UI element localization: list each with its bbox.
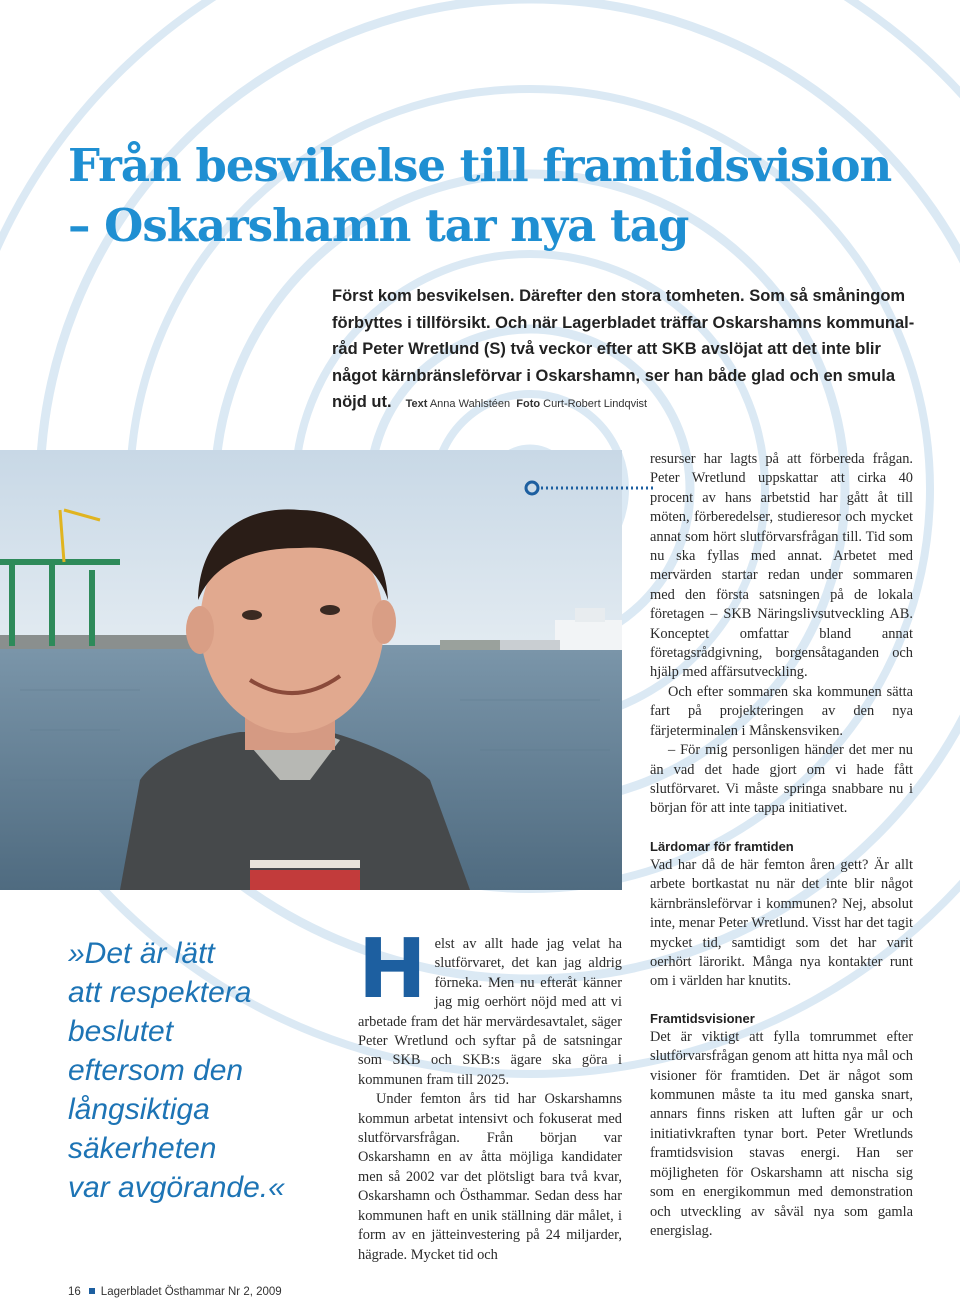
intro-paragraph <box>332 283 915 418</box>
square-bullet-icon <box>89 1288 95 1294</box>
quote-line-2: att respektera <box>68 976 252 1009</box>
body-column-2-top <box>650 450 913 819</box>
portrait-photo <box>0 450 622 890</box>
intro-line-2: förbyttes i tillförsikt. Och när Lagerbladet träffar Oskarshamns kommunal- <box>332 313 915 332</box>
pull-quote <box>68 934 285 1207</box>
quote-line-7: var avgörande.« <box>68 1171 285 1204</box>
body-paragraph-5: – För mig personligen händer det mer nu än vad det hade gjort om vi hade fått slutförvaret. Vi måste springa snabbare nu i början för att inte tappa initiativet. <box>650 742 913 817</box>
body-paragraph-4: Och efter sommaren ska kommunen sätta fart på projekteringen av den nya färjeterminalen i Månskensviken. <box>650 683 913 739</box>
byline <box>406 398 648 410</box>
quote-line-1: »Det är lätt <box>68 937 215 970</box>
body-paragraph-1 <box>358 922 622 1090</box>
text-author: Anna Wahlstéen <box>429 398 511 410</box>
headline <box>68 136 891 256</box>
quote-line-5: långsiktiga <box>68 1093 210 1126</box>
dotted-connector <box>523 480 655 496</box>
photo-label: Foto <box>516 398 541 410</box>
photo-author: Curt-Robert Lindqvist <box>543 398 648 410</box>
quote-line-6: säkerheten <box>68 1132 217 1165</box>
intro-line-3: råd Peter Wretlund (S) två veckor efter att SKB avslöjat att det inte blir <box>332 340 881 358</box>
publication-name: Lagerbladet Östhammar Nr 2, 2009 <box>100 1286 282 1298</box>
quote-line-4: eftersom den <box>68 1054 244 1087</box>
intro-line-4: något kärnbränsleförvar i Oskarshamn, ser han både glad och en smula <box>332 366 896 385</box>
page-footer <box>68 1286 282 1298</box>
drop-cap: H <box>358 922 427 1017</box>
body-column-2-bottom <box>650 838 913 1241</box>
quote-line-3: beslutet <box>68 1015 174 1048</box>
subhead-lardomar: Lärdomar för framtiden <box>650 839 794 854</box>
headline-line-2: – Oskarshamn tar nya tag <box>68 199 689 252</box>
text-label: Text <box>405 398 428 410</box>
subhead-framtidsvisioner: Framtidsvisioner <box>650 1010 755 1026</box>
body-column-1 <box>358 922 622 1265</box>
body-paragraph-2: Under femton års tid har Oskarshamns kommun arbetat intensivt och fokuserat med slutförvarsfrågan. Från början var Oskarshamn en av åtta möjliga kandidater men så 2002 var det plötsligt bara två kvar, Oskarshamn och Östhammar. Sedan dess har kommunen haft en unik ställning där målet, i form av en jätteinvestering på 24 miljarder, hägrade. Mycket tid och <box>358 1091 622 1263</box>
body-paragraph-6: Vad har då de här femton åren gett? Är allt arbete bortkastat nu när det inte blir något kärnbränsleförvar i kommunen? Nej, absolut inte, menar Peter Wretlund. Visst har det tagit mycket tid, samtidigt som det har varit oerhört lärorikt. Många nya kontakter runt om i världen har knutits. <box>650 857 913 990</box>
body-paragraph-3: resurser har lagts på att förbereda frågan. Peter Wretlund uppskattar att cirka 40 procent av hans arbetstid har gått åt till möten, förberedelser, studieresor och mycket annat som hört slutförvarsfrågan till. Tid som nu ska fyllas med annat. Arbetet med mervärden startar redan under sommaren med den första satsningen på de lokala företagen – SKB Näringslivsutveckling AB. Konceptet omfattar bland annat företagsrådgivning, borgensåtaganden och hjälp med affärsutveckling. <box>650 451 913 681</box>
intro-line-5 <box>332 389 912 418</box>
page-number: 16 <box>68 1286 81 1298</box>
headline-line-1: Från besvikelse till framtidsvision <box>68 139 892 192</box>
intro-line-1: Först kom besvikelsen. Därefter den stora tomheten. Som så småningom <box>332 287 906 305</box>
intro-last: nöjd ut. <box>332 393 392 411</box>
body-paragraph-1-text: elst av allt hade jag velat ha slutförvaret, det kan jag aldrig förneka. Men nu efteråt känner jag mig oerhört nöjd med att vi arbetade fram det här mervärdesavtalet, säger Peter Wretlund och syftar på de satsningar som SKB och SKB:s ägare ska göra i kommunen fram till 2025. <box>358 936 622 1088</box>
body-paragraph-7: Det är viktigt att fylla tomrummet efter slutförvarsfrågan genom att hitta nya mål och visioner för framtiden. Det är något som kommunen måste ta itu med ganska snart, annars finns risken att luften går ur och initiativkraften tynar bort. Peter Wretlunds framtidsvision stavas energi. Han ser möjligheten för Oskarshamn att nischa sig som en energikommun med demonstration och utveckling av såväl nya som gamla energislag. <box>650 1028 913 1239</box>
